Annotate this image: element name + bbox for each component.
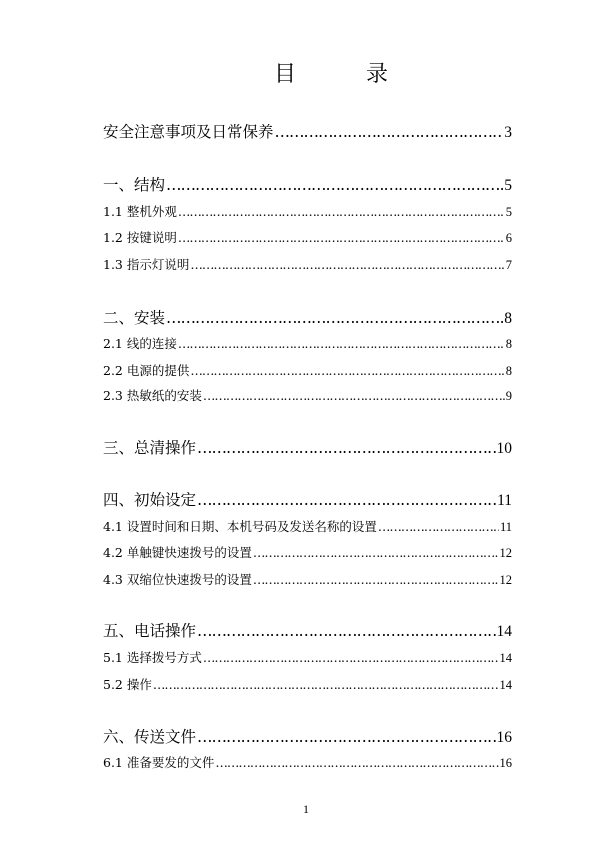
toc-entry-label: 2.1 线的连接 xyxy=(103,336,177,351)
toc-dot-leader xyxy=(166,306,503,330)
page-title-part1: 目 xyxy=(274,62,297,87)
toc-entry-chapter-3[interactable] xyxy=(103,436,512,460)
toc-entry-section-5-2[interactable] xyxy=(103,675,512,695)
toc-entry-page: 3 xyxy=(504,124,512,141)
toc-entry-page: 5 xyxy=(504,177,512,194)
toc-entry-section-2-2[interactable] xyxy=(103,361,512,381)
toc-entry-label: 三、总清操作 xyxy=(103,439,197,457)
toc-entry-page: 11 xyxy=(497,492,512,509)
toc-entry-section-1-2[interactable] xyxy=(103,228,512,248)
toc-entry-page: 5 xyxy=(505,205,512,219)
toc-dot-leader xyxy=(215,753,498,773)
toc-entry-section-4-3[interactable] xyxy=(103,570,512,590)
toc-entry-chapter-2[interactable] xyxy=(103,306,512,330)
toc-entry-label: 1.3 指示灯说明 xyxy=(103,257,190,272)
toc-entry-page: 8 xyxy=(505,364,512,378)
toc-entry-label: 一、结构 xyxy=(103,176,166,194)
toc-dot-leader xyxy=(197,488,496,512)
toc-entry-page: 11 xyxy=(499,520,512,534)
toc-entry-page: 14 xyxy=(499,651,512,665)
toc-entry-label: 5.2 操作 xyxy=(103,677,152,692)
toc-entry-label: 4.2 单触键快速拨号的设置 xyxy=(103,545,252,560)
toc-dot-leader xyxy=(203,386,505,406)
toc-entry-page: 14 xyxy=(496,623,512,640)
toc-entry-label: 5.1 选择拨号方式 xyxy=(103,650,202,665)
toc-entry-page: 7 xyxy=(505,258,512,272)
toc-entry-page: 16 xyxy=(496,729,512,746)
toc-entry-label: 4.1 设置时间和日期、本机号码及发送名称的设置 xyxy=(103,519,377,534)
toc-entry-chapter-6[interactable] xyxy=(103,725,512,749)
toc-entry-label: 2.3 热敏纸的安装 xyxy=(103,388,202,403)
toc-entry-safety[interactable] xyxy=(103,120,512,144)
toc-entry-chapter-4[interactable] xyxy=(103,488,512,512)
toc-entry-page: 14 xyxy=(499,678,512,692)
toc-entry-section-1-1[interactable] xyxy=(103,202,512,222)
page-number: 1 xyxy=(303,802,309,816)
toc-entry-label: 1.2 按键说明 xyxy=(103,230,177,245)
toc-dot-leader xyxy=(166,173,503,197)
toc-entry-page: 6 xyxy=(505,231,512,245)
toc-entry-section-6-1[interactable] xyxy=(103,753,512,773)
toc-dot-leader xyxy=(153,675,499,695)
toc-entry-label: 安全注意事项及日常保养 xyxy=(103,123,274,141)
toc-entry-section-2-3[interactable] xyxy=(103,386,512,406)
toc-dot-leader xyxy=(178,228,505,248)
toc-entry-section-4-1[interactable] xyxy=(103,517,512,537)
toc-dot-leader xyxy=(197,436,495,460)
toc-entry-label: 1.1 整机外观 xyxy=(103,204,177,219)
toc-entry-label: 六、传送文件 xyxy=(103,728,197,746)
toc-entry-label: 二、安装 xyxy=(103,309,166,327)
page-title-part2: 录 xyxy=(366,62,389,87)
toc-entry-section-4-2[interactable] xyxy=(103,543,512,563)
toc-entry-label: 6.1 准备要发的文件 xyxy=(103,755,215,770)
toc-dot-leader xyxy=(190,361,504,381)
toc-entry-section-5-1[interactable] xyxy=(103,648,512,668)
toc-entry-label: 四、初始设定 xyxy=(103,491,197,509)
toc-entry-section-1-3[interactable] xyxy=(103,255,512,275)
toc-dot-leader xyxy=(253,570,499,590)
page-title xyxy=(0,58,612,92)
toc-entry-page: 10 xyxy=(496,440,512,457)
toc-entry-label: 五、电话操作 xyxy=(103,622,197,640)
toc-entry-chapter-5[interactable] xyxy=(103,619,512,643)
toc-entry-page: 8 xyxy=(505,337,512,351)
toc-dot-leader xyxy=(178,334,505,354)
toc-dot-leader xyxy=(197,725,495,749)
toc-entry-page: 8 xyxy=(504,310,512,327)
toc-entry-page: 16 xyxy=(499,756,512,770)
toc-dot-leader xyxy=(253,543,499,563)
toc-dot-leader xyxy=(203,648,499,668)
toc-entry-page: 9 xyxy=(505,389,512,403)
toc-entry-label: 4.3 双缩位快速拨号的设置 xyxy=(103,572,252,587)
toc-entry-page: 12 xyxy=(499,546,512,560)
toc-dot-leader xyxy=(275,120,504,144)
toc-entry-label: 2.2 电源的提供 xyxy=(103,363,190,378)
toc-entry-page: 12 xyxy=(499,573,512,587)
toc-dot-leader xyxy=(378,517,499,537)
toc-entry-section-2-1[interactable] xyxy=(103,334,512,354)
toc-dot-leader xyxy=(197,619,495,643)
toc-dot-leader xyxy=(190,255,504,275)
toc-entry-chapter-1[interactable] xyxy=(103,173,512,197)
toc-dot-leader xyxy=(178,202,505,222)
